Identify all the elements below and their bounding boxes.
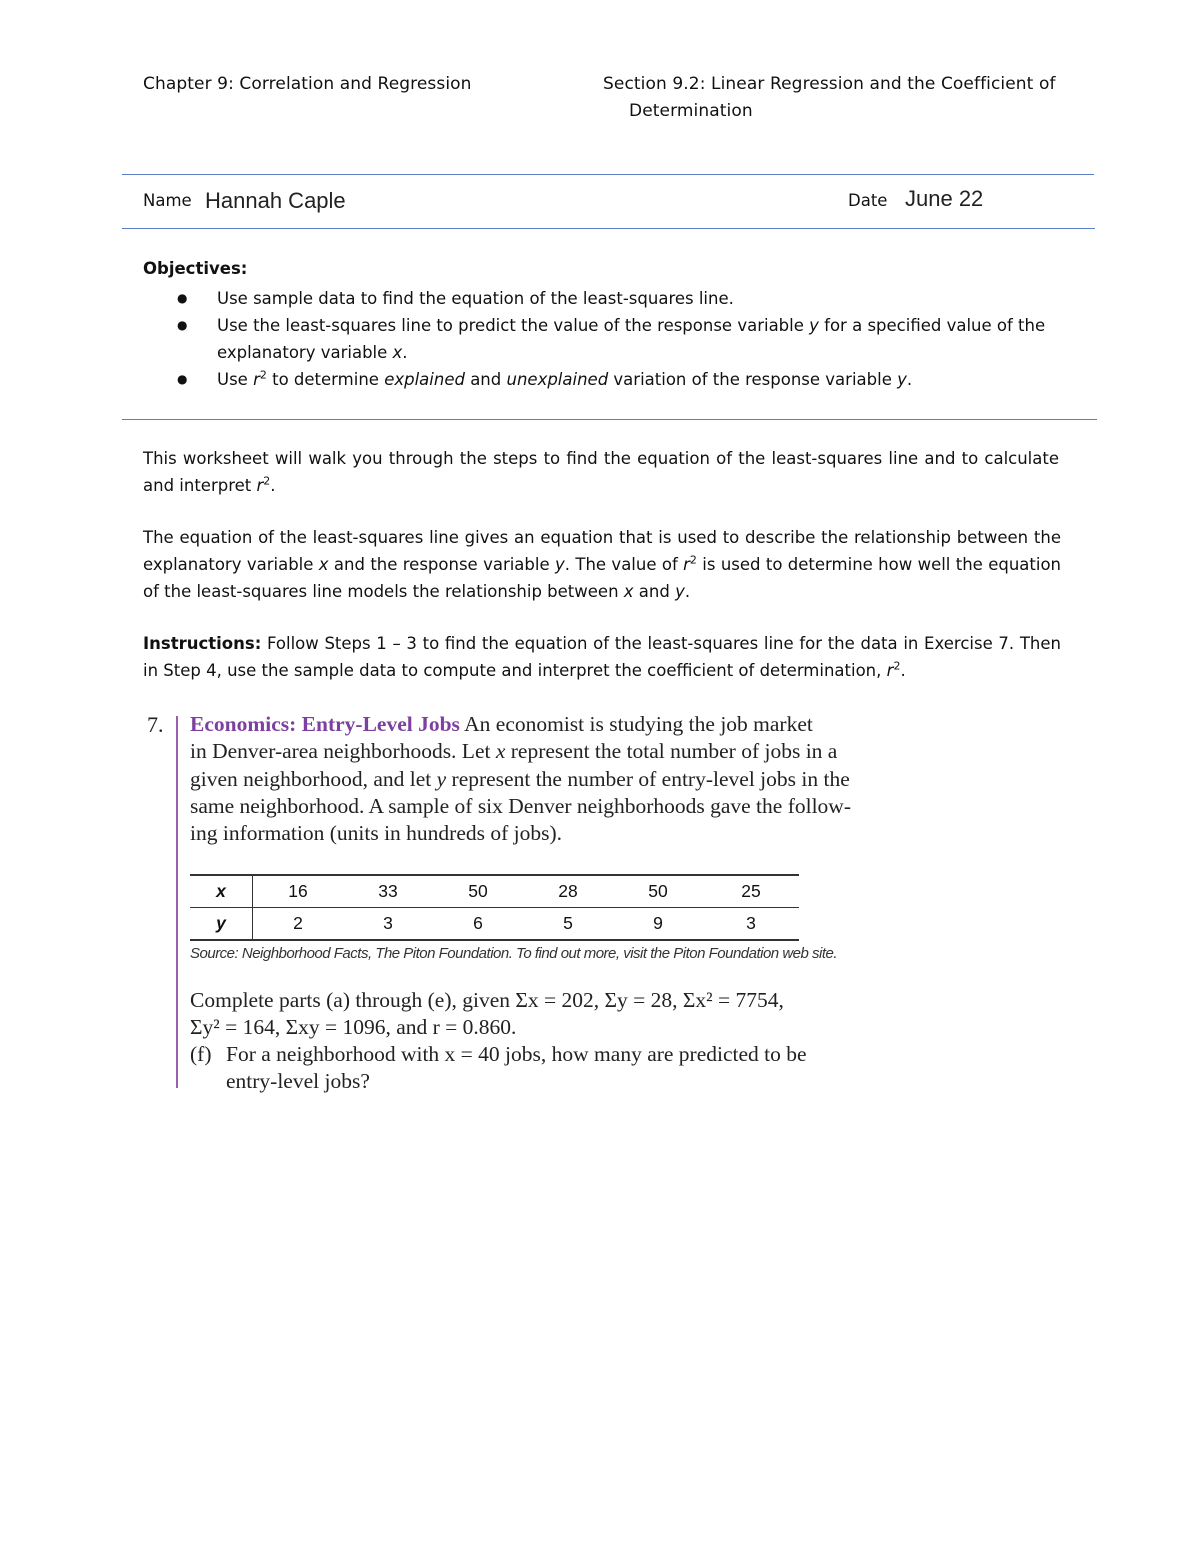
table-header-x: x — [190, 875, 253, 908]
instructions-paragraph: Instructions: Follow Steps 1 – 3 to find the equation of the least-squares line for the data in Exercise 7. Then in Step 4, use the sample data to compute and interpret the coefficient of determination, $r^2$. — [143, 634, 1061, 680]
table-cell: 3 — [703, 908, 799, 941]
objective-item: ● Use $r^2$ to determine explained and unexplained variation of the response variable y. — [143, 366, 1063, 393]
exercise-title: Economics: Entry-Level Jobs — [190, 712, 460, 736]
table-cell: 25 — [703, 875, 799, 908]
chapter-title: Chapter 9: Correlation and Regression — [143, 74, 472, 94]
part-f-question — [226, 1041, 906, 1096]
table-cell: 33 — [343, 875, 433, 908]
part-f-line: entry-level jobs? — [226, 1069, 370, 1094]
intro-paragraph: This worksheet will walk you through the steps to find the equation of the least-squares line and to calculate and interpret $r^2$. — [143, 449, 1059, 495]
table-cell: 28 — [523, 875, 613, 908]
objectives-divider — [122, 419, 1097, 420]
date-field[interactable]: June 22 — [905, 186, 984, 211]
table-cell: 2 — [253, 908, 344, 941]
section-title-line2: Determination — [629, 101, 753, 121]
top-divider — [122, 174, 1094, 175]
exercise-margin-bar — [176, 716, 178, 1088]
table-row-x — [190, 875, 799, 908]
name-label: Name — [143, 191, 192, 210]
date-label: Date — [848, 191, 888, 210]
table-cell: 6 — [433, 908, 523, 941]
part-f-line: For a neighborhood with x = 40 jobs, how many are predicted to be — [226, 1042, 807, 1066]
exercise-given — [190, 987, 910, 1042]
table-row-y — [190, 908, 799, 941]
exercise-line: ing information (units in hundreds of jobs). — [190, 821, 563, 846]
exercise-line: same neighborhood. A sample of six Denver neighborhoods gave the follow- — [190, 793, 851, 818]
exercise-line: Economics: Entry-Level Jobs An economist is studying the job market — [190, 712, 813, 736]
table-source: Source: Neighborhood Facts, The Piton Foundation. To find out more, visit the Piton Foundation web site. — [190, 945, 838, 962]
table-cell: 9 — [613, 908, 703, 941]
data-table — [190, 874, 799, 941]
table-cell: 50 — [433, 875, 523, 908]
least-squares-paragraph: The equation of the least-squares line gives an equation that is used to describe the relationship between the explanatory variable x and the response variable y. The value of $r^2$ is used to determine how well the equation of the least-squares line models the relationship between x and y. — [143, 528, 1061, 601]
given-line: Complete parts (a) through (e), given Σx = 202, Σy = 28, Σx² = 7754, — [190, 988, 784, 1012]
given-line: Σy² = 164, Σxy = 1096, and r = 0.860. — [190, 1015, 517, 1040]
exercise-line: given neighborhood, and let y represent the number of entry-level jobs in the — [190, 766, 850, 791]
part-f-label: (f) — [190, 1042, 212, 1066]
objectives-list — [143, 285, 1063, 393]
table-header-y: y — [190, 908, 253, 941]
table-cell: 3 — [343, 908, 433, 941]
form-divider — [122, 228, 1095, 229]
table-cell: 16 — [253, 875, 344, 908]
section-title-line1: Section 9.2: Linear Regression and the Coefficient of — [603, 74, 1056, 94]
objective-item: ● Use the least-squares line to predict the value of the response variable y for a specified value of the explanatory variable x. — [143, 312, 1063, 366]
objectives-title: Objectives: — [143, 259, 248, 278]
table-cell: 50 — [613, 875, 703, 908]
objective-item: ● Use sample data to find the equation of the least-squares line. — [143, 285, 1063, 312]
table-cell: 5 — [523, 908, 613, 941]
name-field[interactable]: Hannah Caple — [205, 188, 346, 213]
exercise-number: 7. — [147, 712, 164, 737]
exercise-line: in Denver-area neighborhoods. Let x represent the total number of jobs in a — [190, 739, 838, 764]
exercise-statement — [190, 711, 910, 847]
